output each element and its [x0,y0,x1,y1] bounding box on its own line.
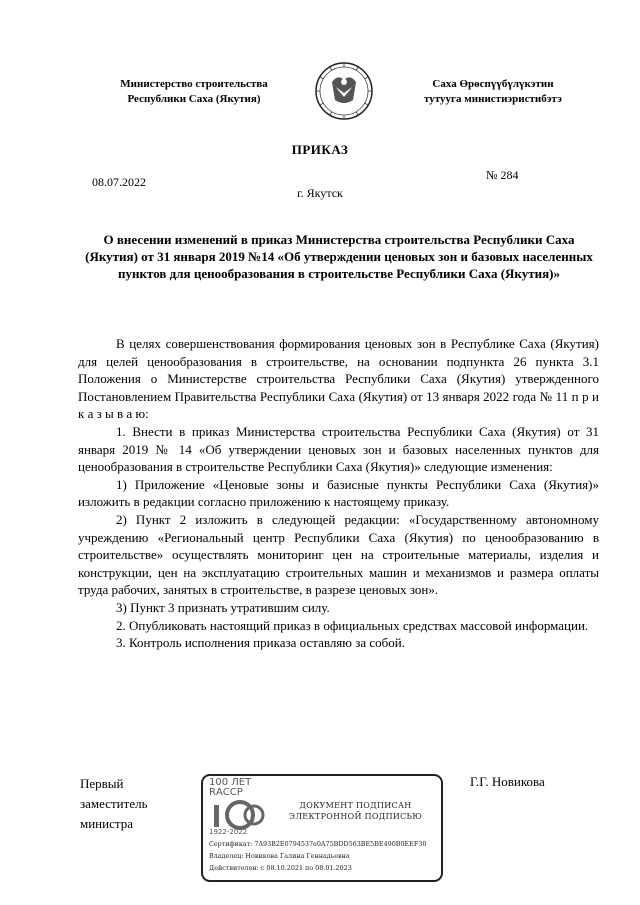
coat-of-arms-icon [314,60,374,122]
ministry-name-sakha-line1: Саха Өрөспүүбүлүкэтин [432,78,554,90]
certificate-validity: Действителен: с 08.10.2021 по 08.01.2023 [209,864,352,872]
document-title: ПРИКАЗ [291,142,349,157]
electronic-signature-stamp [201,774,443,882]
signed-caption-line2: ЭЛЕКТРОННОЙ ПОДПИСЬЮ [288,812,423,821]
ministry-name-sakha [382,77,604,107]
order-city: г. Якутск [297,186,343,200]
signer-position-line2: заместитель [80,796,148,811]
certificate-number: Сертификат: 7A93B2E0794537e0A75BDD563BE5BE490B0EEF30 [209,840,427,848]
body-paragraph: 1. Внести в приказ Министерства строительства Республики Саха (Якутия) от 31 января 2019 № 14 «Об утверждении ценовых зон и базовых населенных пунктов для ценообразования в строительстве Республики Саха (Якутия)» следующие изменения: [78,423,599,475]
order-date: 08.07.2022 [92,175,146,189]
signer-position-line1: Первый [80,776,124,791]
signer-name: Г.Г. Новикова [470,774,545,789]
body-paragraph: 3. Контроль исполнения приказа оставляю за собой. [116,635,405,651]
ministry-name-russian-line1: Министерство строительства [120,78,268,90]
body-paragraph: 2) Пункт 2 изложить в следующей редакции: «Государственному автономному учреждению «Региональный центр Республики Саха (Якутия) по ценообразованию в строительстве» осуществлять мониторинг цен на строительные материалы, изделия и конструкции, цен на эксплуатацию строительных машин и механизмов и размера оплаты труда рабочих, занятых в строительстве, в разрезе ценовых зон». [78,511,599,598]
signed-caption-line1: ДОКУМЕНТ ПОДПИСАН [299,801,412,810]
ministry-name-russian [88,77,300,107]
certificate-owner: Владелец: Новикова Галина Геннадьевна [209,852,350,860]
logo-caption-100-years: 100 ЛЕТ [209,777,252,788]
logo-years: 1922-2022 [209,828,248,836]
signer-position-line3: министра [80,816,133,831]
body-paragraph: 3) Пункт 3 признать утратившим силу. [116,599,330,615]
order-number: № 284 [486,168,519,182]
logo-caption-top [209,778,251,798]
body-paragraph: 2. Опубликовать настоящий приказ в официальных средствах массовой информации. [116,617,589,633]
logo-caption-rassr: RАССР [209,787,243,798]
order-subject: О внесении изменений в приказ Министерства строительства Республики Саха (Якутия) от 31 января 2019 №14 «Об утверждении ценовых зон и базовых населенных пунктов для ценообразования в строительстве Республики Саха (Якутия)» [85,232,593,281]
ministry-name-russian-line2: Республики Саха (Якутия) [127,93,261,105]
body-paragraph: В целях совершенствования формирования ценовых зон в Республике Саха (Якутия) для целей ценообразования в строительстве, на основании подпункта 26 пункта 3.1 Положения о Министерстве строительства Республики Саха (Якутия) утвержденного Постановлением Правительства Республики Саха (Якутия) от 13 января 2022 года № 11 п р и к а з ы в а ю: [78,336,599,422]
signer-position [80,774,148,834]
ministry-name-sakha-line2: тутууга министиэристибэтэ [424,93,562,105]
body-paragraph: 1) Приложение «Ценовые зоны и базисные пункты Республики Саха (Якутия)» изложить в редакции согласно приложению к настоящему приказу. [78,476,599,510]
signed-caption [273,800,438,822]
order-body [78,335,599,652]
